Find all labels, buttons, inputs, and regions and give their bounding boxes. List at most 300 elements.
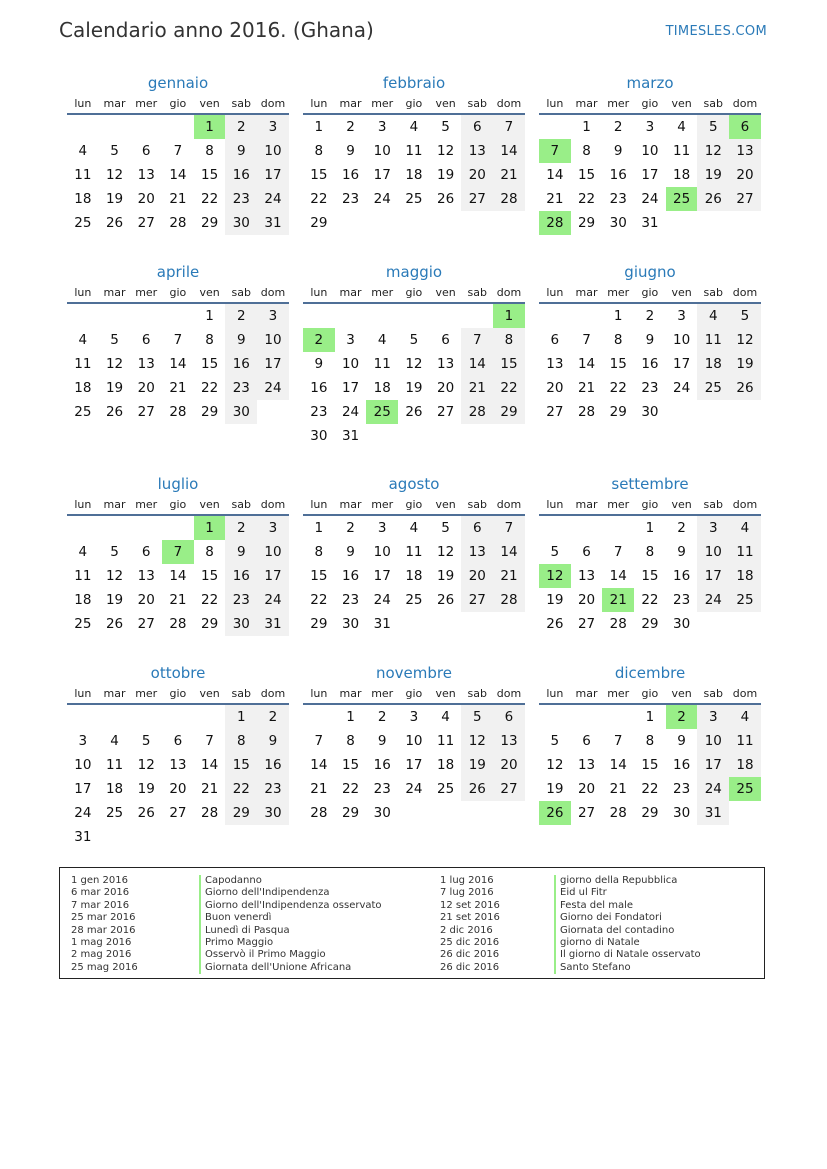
month-title: settembre: [611, 475, 689, 493]
day-cell: 3: [257, 516, 289, 540]
week-row: [539, 753, 761, 777]
day-cell: 15: [641, 757, 659, 773]
empty-day-cell: [303, 304, 335, 328]
day-cell: 6: [461, 516, 493, 540]
day-cell: 10: [697, 729, 729, 753]
weekday-label: gio: [641, 498, 659, 511]
day-cell: 13: [577, 568, 596, 584]
day-cell: 31: [641, 215, 659, 231]
day-cell: 21: [461, 376, 493, 400]
weekday-label: ven: [671, 498, 692, 511]
day-cell: 9: [225, 139, 257, 163]
day-cell: 12: [137, 757, 155, 773]
day-cell: 13: [729, 139, 761, 163]
day-cell: 25: [405, 592, 423, 608]
day-cell: 6: [582, 544, 591, 560]
day-cell: 30: [225, 211, 257, 235]
day-cell: 8: [493, 328, 525, 352]
weekday-label: lun: [74, 687, 92, 700]
weekday-header: [67, 286, 289, 304]
empty-day-cell: [729, 211, 761, 235]
legend-holiday-name: Giornata del contadino: [554, 925, 701, 937]
weekday-label: mar: [339, 286, 362, 299]
day-cell: 3: [645, 119, 655, 135]
day-cell: 23: [341, 592, 360, 608]
day-cell: 20: [577, 781, 596, 797]
day-cell: 16: [341, 167, 360, 183]
week-row: [303, 564, 525, 588]
day-cell: 23: [673, 592, 691, 608]
day-cell: 15: [225, 753, 257, 777]
day-cell: 7: [461, 328, 493, 352]
day-cell: 22: [641, 592, 659, 608]
empty-day-cell: [539, 516, 571, 540]
day-cell: 18: [729, 753, 761, 777]
week-row: [67, 777, 289, 801]
day-cell: 5: [110, 332, 119, 348]
week-row: [67, 753, 289, 777]
day-cell: 27: [577, 805, 596, 821]
day-cell: 26: [729, 376, 761, 400]
empty-day-cell: [162, 304, 194, 328]
day-cell: 12: [437, 143, 455, 159]
day-cell: 10: [673, 332, 691, 348]
empty-day-cell: [67, 115, 99, 139]
day-cell: 8: [346, 733, 355, 749]
day-cell: 10: [641, 143, 659, 159]
day-cell: 6: [461, 115, 493, 139]
week-row: [67, 825, 289, 849]
day-cell: 1: [314, 520, 324, 536]
month-title: marzo: [626, 74, 674, 92]
week-row: [539, 352, 761, 376]
day-cell: 8: [314, 143, 324, 159]
day-cell: 23: [341, 191, 360, 207]
day-cell: 1: [194, 115, 226, 139]
day-cell: 26: [137, 805, 155, 821]
week-row: [539, 705, 761, 729]
day-cell: 18: [405, 568, 423, 584]
day-cell: 25: [74, 215, 92, 231]
week-row: [303, 376, 525, 400]
day-cell: 10: [697, 540, 729, 564]
day-cell: 2: [225, 516, 257, 540]
empty-day-cell: [130, 115, 162, 139]
day-cell: 12: [539, 564, 571, 588]
legend-holiday-name: Eid ul Fitr: [554, 887, 701, 899]
day-cell: 26: [461, 777, 493, 801]
month-agosto: [303, 474, 525, 636]
day-cell: 26: [437, 191, 455, 207]
day-cell: 2: [346, 119, 355, 135]
day-cell: 19: [437, 568, 455, 584]
weekday-label: ven: [199, 286, 220, 299]
day-cell: 24: [405, 781, 423, 797]
weekday-label: ven: [199, 687, 220, 700]
legend-holiday-name: Lunedì di Pasqua: [199, 925, 382, 937]
legend-names-left: [199, 875, 382, 974]
weekday-label: ven: [199, 97, 220, 110]
day-cell: 4: [729, 516, 761, 540]
day-cell: 21: [609, 781, 627, 797]
weekday-header: [67, 97, 289, 115]
empty-day-cell: [130, 304, 162, 328]
day-cell: 17: [697, 753, 729, 777]
legend-holiday-name: Giornata dell'Unione Africana: [199, 962, 382, 974]
day-cell: 20: [493, 753, 525, 777]
weekday-label: sab: [231, 286, 252, 299]
empty-day-cell: [194, 825, 226, 849]
day-cell: 11: [405, 544, 423, 560]
day-cell: 19: [105, 592, 124, 608]
month-marzo: [539, 73, 761, 235]
day-cell: 26: [105, 404, 124, 420]
week-row: [67, 400, 289, 424]
day-cell: 6: [493, 705, 525, 729]
day-cell: 28: [201, 805, 219, 821]
weekday-label: gio: [405, 498, 423, 511]
day-cell: 2: [257, 705, 289, 729]
day-cell: 13: [546, 356, 564, 372]
day-cell: 13: [493, 729, 525, 753]
legend-date: 12 set 2016: [440, 899, 500, 911]
week-row: [303, 139, 525, 163]
weekday-label: dom: [496, 286, 522, 299]
empty-day-cell: [130, 705, 162, 729]
empty-day-cell: [99, 115, 131, 139]
day-cell: 20: [437, 380, 455, 396]
day-cell: 10: [341, 356, 360, 372]
empty-day-cell: [366, 211, 398, 235]
weekday-label: gio: [169, 97, 187, 110]
month-title: luglio: [157, 475, 199, 493]
month-luglio: [67, 474, 289, 636]
day-cell: 27: [461, 588, 493, 612]
day-cell: 21: [577, 380, 596, 396]
day-cell: 25: [405, 191, 423, 207]
day-cell: 8: [613, 332, 623, 348]
day-cell: 18: [105, 781, 124, 797]
week-row: [539, 115, 761, 139]
day-cell: 26: [105, 215, 124, 231]
day-cell: 27: [169, 805, 187, 821]
week-row: [303, 211, 525, 235]
week-row: [539, 729, 761, 753]
weekday-label: mar: [575, 97, 598, 110]
day-cell: 29: [641, 805, 659, 821]
day-cell: 15: [310, 167, 328, 183]
week-row: [303, 400, 525, 424]
day-cell: 11: [437, 733, 455, 749]
empty-day-cell: [461, 304, 493, 328]
empty-day-cell: [729, 612, 761, 636]
empty-day-cell: [602, 516, 634, 540]
week-row: [539, 328, 761, 352]
day-cell: 19: [697, 163, 729, 187]
day-cell: 13: [577, 757, 596, 773]
day-cell: 23: [225, 376, 257, 400]
weekday-label: mer: [371, 286, 394, 299]
legend-dates-left: [71, 875, 138, 974]
day-cell: 29: [641, 616, 659, 632]
week-row: [67, 139, 289, 163]
day-cell: 22: [577, 191, 596, 207]
day-cell: 7: [314, 733, 324, 749]
week-row: [539, 612, 761, 636]
weekday-label: mer: [135, 498, 158, 511]
day-cell: 16: [673, 568, 691, 584]
day-cell: 3: [257, 115, 289, 139]
weekday-label: mer: [371, 498, 394, 511]
weekday-label: lun: [310, 687, 328, 700]
day-cell: 10: [74, 757, 92, 773]
legend-holiday-name: Il giorno di Natale osservato: [554, 949, 701, 961]
day-cell: 16: [373, 757, 391, 773]
day-cell: 31: [74, 829, 92, 845]
weekday-label: dom: [732, 286, 758, 299]
week-row: [303, 424, 525, 448]
day-cell: 16: [609, 167, 627, 183]
weekday-label: gio: [641, 687, 659, 700]
weekday-label: sab: [467, 286, 488, 299]
day-cell: 20: [729, 163, 761, 187]
day-cell: 25: [74, 616, 92, 632]
weekday-header: [303, 687, 525, 705]
weekday-label: lun: [546, 286, 564, 299]
week-row: [67, 588, 289, 612]
day-cell: 28: [493, 588, 525, 612]
day-cell: 8: [645, 544, 655, 560]
day-cell: 22: [225, 777, 257, 801]
day-cell: 12: [437, 544, 455, 560]
day-cell: 27: [546, 404, 564, 420]
day-cell: 26: [105, 616, 124, 632]
weekday-label: lun: [74, 97, 92, 110]
day-cell: 23: [225, 187, 257, 211]
day-cell: 2: [303, 328, 335, 352]
empty-day-cell: [398, 424, 430, 448]
weekday-label: gio: [169, 498, 187, 511]
day-cell: 14: [169, 167, 187, 183]
day-cell: 24: [697, 777, 729, 801]
day-cell: 17: [673, 356, 691, 372]
day-cell: 13: [461, 139, 493, 163]
day-cell: 23: [609, 191, 627, 207]
day-cell: 26: [539, 801, 571, 825]
day-cell: 12: [105, 568, 124, 584]
day-cell: 27: [577, 616, 596, 632]
day-cell: 18: [74, 380, 92, 396]
day-cell: 13: [137, 568, 155, 584]
legend-date: 21 set 2016: [440, 912, 500, 924]
weekday-label: sab: [703, 286, 724, 299]
day-cell: 22: [201, 592, 219, 608]
day-cell: 22: [310, 191, 328, 207]
legend-date: 25 mag 2016: [71, 961, 138, 973]
weekday-label: sab: [231, 498, 252, 511]
day-cell: 24: [74, 805, 92, 821]
weekday-label: gio: [405, 286, 423, 299]
day-cell: 3: [257, 304, 289, 328]
legend-holiday-name: Capodanno: [199, 875, 382, 887]
empty-day-cell: [430, 612, 462, 636]
day-cell: 6: [441, 332, 450, 348]
day-cell: 15: [609, 356, 627, 372]
day-cell: 7: [173, 332, 183, 348]
legend-date: 26 dic 2016: [440, 961, 500, 973]
day-cell: 20: [169, 781, 187, 797]
day-cell: 19: [729, 352, 761, 376]
day-cell: 11: [74, 356, 92, 372]
week-row: [303, 801, 525, 825]
day-cell: 14: [169, 356, 187, 372]
day-cell: 11: [697, 328, 729, 352]
week-row: [303, 328, 525, 352]
week-row: [539, 163, 761, 187]
day-cell: 21: [201, 781, 219, 797]
week-row: [303, 540, 525, 564]
weekday-label: mer: [607, 498, 630, 511]
day-cell: 2: [666, 705, 698, 729]
day-cell: 25: [729, 777, 761, 801]
empty-day-cell: [67, 304, 99, 328]
day-cell: 14: [169, 568, 187, 584]
empty-day-cell: [162, 825, 194, 849]
day-cell: 4: [441, 709, 450, 725]
day-cell: 5: [729, 304, 761, 328]
day-cell: 3: [346, 332, 355, 348]
day-cell: 1: [205, 308, 214, 324]
day-cell: 9: [613, 143, 623, 159]
week-row: [539, 564, 761, 588]
weekday-label: sab: [231, 687, 252, 700]
weekday-label: mer: [135, 286, 158, 299]
weekday-label: sab: [467, 97, 488, 110]
legend-holiday-name: Giorno dell'Indipendenza osservato: [199, 900, 382, 912]
day-cell: 30: [673, 616, 691, 632]
legend-date: 26 dic 2016: [440, 949, 500, 961]
weekday-label: mar: [339, 97, 362, 110]
empty-day-cell: [130, 825, 162, 849]
month-giugno: [539, 262, 761, 424]
day-cell: 7: [493, 516, 525, 540]
day-cell: 4: [677, 119, 686, 135]
day-cell: 31: [257, 612, 289, 636]
day-cell: 13: [169, 757, 187, 773]
day-cell: 30: [257, 801, 289, 825]
day-cell: 28: [310, 805, 328, 821]
day-cell: 11: [673, 143, 691, 159]
weekday-label: mar: [103, 498, 126, 511]
day-cell: 14: [609, 568, 627, 584]
empty-day-cell: [430, 211, 462, 235]
empty-day-cell: [162, 115, 194, 139]
day-cell: 17: [373, 568, 391, 584]
day-cell: 3: [697, 516, 729, 540]
day-cell: 9: [257, 729, 289, 753]
day-cell: 13: [437, 356, 455, 372]
day-cell: 27: [493, 777, 525, 801]
day-cell: 14: [310, 757, 328, 773]
weekday-label: dom: [732, 97, 758, 110]
weekday-label: mer: [607, 687, 630, 700]
page-title: Calendario anno 2016. (Ghana): [59, 18, 374, 42]
day-cell: 28: [169, 404, 187, 420]
day-cell: 1: [194, 516, 226, 540]
week-row: [303, 588, 525, 612]
empty-day-cell: [729, 400, 761, 424]
empty-day-cell: [257, 400, 289, 424]
week-row: [303, 777, 525, 801]
day-cell: 27: [137, 404, 155, 420]
weekday-label: sab: [703, 498, 724, 511]
day-cell: 8: [205, 332, 214, 348]
day-cell: 11: [729, 540, 761, 564]
day-cell: 25: [437, 781, 455, 797]
weekday-label: lun: [310, 498, 328, 511]
day-cell: 6: [550, 332, 560, 348]
month-aprile: [67, 262, 289, 424]
empty-day-cell: [162, 705, 194, 729]
week-row: [539, 139, 761, 163]
weekday-label: ven: [671, 97, 692, 110]
empty-day-cell: [225, 825, 257, 849]
weekday-label: dom: [732, 687, 758, 700]
legend-date: 2 dic 2016: [440, 924, 493, 936]
day-cell: 3: [78, 733, 88, 749]
legend-names-right: [554, 875, 701, 974]
day-cell: 15: [493, 352, 525, 376]
day-cell: 14: [609, 757, 627, 773]
week-row: [539, 777, 761, 801]
day-cell: 19: [437, 167, 455, 183]
weekday-label: gio: [405, 97, 423, 110]
day-cell: 15: [201, 568, 219, 584]
day-cell: 25: [666, 187, 698, 211]
day-cell: 3: [677, 308, 686, 324]
day-cell: 21: [169, 191, 187, 207]
week-row: [303, 516, 525, 540]
week-row: [303, 163, 525, 187]
month-title: ottobre: [150, 664, 206, 682]
weekday-label: gio: [641, 286, 659, 299]
day-cell: 19: [137, 781, 155, 797]
empty-day-cell: [430, 424, 462, 448]
day-cell: 4: [78, 544, 88, 560]
week-row: [67, 612, 289, 636]
day-cell: 2: [346, 520, 355, 536]
weekday-header: [303, 498, 525, 516]
day-cell: 10: [373, 544, 391, 560]
day-cell: 17: [697, 564, 729, 588]
month-gennaio: [67, 73, 289, 235]
empty-day-cell: [461, 424, 493, 448]
day-cell: 22: [341, 781, 360, 797]
empty-day-cell: [697, 612, 729, 636]
empty-day-cell: [99, 705, 131, 729]
day-cell: 1: [582, 119, 591, 135]
day-cell: 16: [341, 568, 360, 584]
day-cell: 14: [546, 167, 564, 183]
day-cell: 26: [405, 404, 423, 420]
brand-link[interactable]: TIMESLES.COM: [665, 24, 767, 39]
legend-date: 7 mar 2016: [71, 899, 130, 911]
day-cell: 21: [493, 564, 525, 588]
weekday-label: ven: [671, 286, 692, 299]
day-cell: 9: [225, 540, 257, 564]
day-cell: 15: [201, 167, 219, 183]
month-title: giugno: [624, 263, 676, 281]
